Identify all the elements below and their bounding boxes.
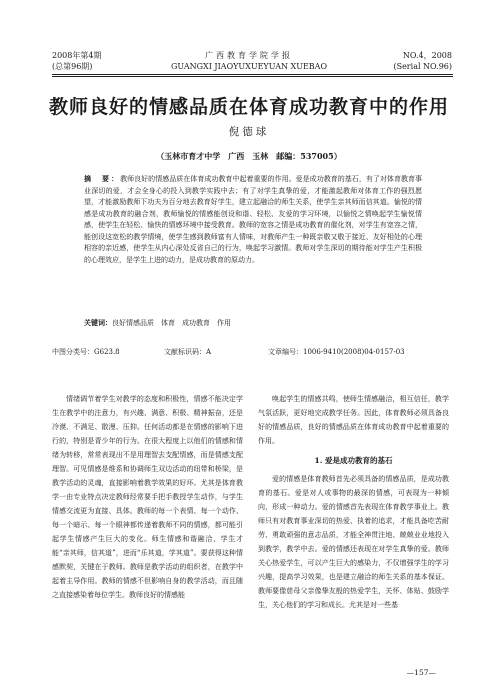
issue-number: 2008年第4期	[52, 51, 102, 60]
journal-name-en: GUANGXI JIAOYUXUEYUAN XUEBAO	[170, 62, 328, 71]
page-number: —157—	[406, 668, 436, 677]
body-paragraph: 爱的情感是体育教师首先必须具备的情感品质，是成功教育的基石。爱是对人或事物的最深的情感，可表现为一种倾向，形成一种动力。爱的情感首先表现在体育教学事业上。教师只有对教育事业深切的热爱、执着的追求，才能具备吃苦耐劳、勇敢顽强的意志品质，才能全神贯注地、兢兢业业地投入到教学，教学中去。爱的情感还表现在对学生真挚的爱。教师关心热爱学生，可以产生巨大的感染力，不仅增强学生的学习兴趣，提高学习效果，也是建立融洽的师生关系的基本保证。教师要像慈母父亲像挚友般的热爱学生，关怀、体贴、鼓励学生，关心他们的学习和成长。尤其是对一些基	[258, 475, 449, 609]
affiliation: （玉林市育才中学 广西 玉林 邮编：537005）	[156, 151, 342, 161]
author: 倪德球	[228, 126, 270, 138]
body-paragraph: 唤起学生的情感共鸣，使师生情感融洽，相互信任，教学气氛活跃，更好地完成教学任务。因此，体育教师必须具备良好的情感品质，良好的情感品质在体育成功教育中起着重要的作用。	[258, 395, 449, 445]
body-paragraph: 情绪调节着学生对教学的态度和积极性，情感不能决定学生在教学中的注意力，有兴趣、满意、积极、精神振奋，还是冷漠、不满足、散漫、压抑。任何活动都是在情感的影响下进行的，特别是青少年的行为。在很大程度上以他们的情感和情绪为转移，常常表现出不是用理智去支配情感，而是情感支配理智。可见情感是维系和协调师生双边活动的纽带和桥梁，是教学活动的灵魂，直接影响着教学效果的好坏。尤其是体育教学一由专业特点决定教师经常要手把手教授学生动作，与学生情感交流更为直接、具体。教师的每一个表情、每一个动作、每一个暗示、每一个眼神都传递着教师不同的情感，都可能引起学生情感产生巨大的变化。师生情感和谐融洽，学生才能“亲其师，信其道”，进而“乐其道，学其道”。要获得这种情感默契，关键在于教师。教师是教学活动的组织者，在教学中起着主导作用。教师的情感不但影响自身的教学活动，而且随之直接感染着每位学生。教师良好的情感能	[52, 395, 243, 599]
keywords	[84, 318, 231, 328]
abstract	[84, 173, 422, 266]
clc-number: 中图分类号：G623.8	[52, 348, 120, 356]
journal-issue-en	[393, 50, 452, 72]
serial-issue: (总第96期)	[52, 62, 93, 71]
body-right-column	[258, 392, 449, 612]
article-id: 文章编号：1006-9410(2008)04-0157-03	[268, 348, 405, 356]
document-code: 文献标识码：A	[164, 348, 212, 356]
serial-issue-en: (Serial NO.96)	[393, 62, 452, 71]
journal-name-cn: 广西教育学院学报	[205, 51, 293, 60]
keywords-text: 良好情感品质 体育 成功教育 作用	[112, 319, 231, 327]
body-left-column	[52, 392, 243, 602]
keywords-label: 关键词：	[84, 318, 112, 327]
section-heading: 1. 爱是成功教育的基石	[314, 456, 393, 465]
header-rule-top	[52, 74, 453, 75]
abstract-label: 摘 要：	[84, 174, 121, 183]
issue-number-en: NO.4，2008	[402, 51, 452, 60]
article-title: 教师良好的情感品质在体育成功教育中的作用	[48, 96, 449, 118]
abstract-text: 教师良好的情感品质在体育成功教育中起着重要的作用。爱是成功教育的基石，有了对体育教育事业深切的爱，才会全身心的投入到教学实践中去；有了对学生真挚的爱，才能激起教师对体育工作的强烈愿望，才能激励教师下功夫为百分地去教育好学生，建立起融洽的师生关系，使学生亲其师而信其道。愉悦的情感是成功教育的融合剂，教师愉悦的情感能创设和谐、轻松、友爱的学习环境，以愉悦之情唤起学生愉悦情感，使学生在轻松、愉快的情感环境中接受教育。教师的宽容之情是成功教育的催化剂，对学生有宽容之情，能创设这宽松的教学情境，使学生感到教师富有人情味，对教师产生一种既亲敬又敬于接近、友好相处的心理相容的亲近感，使学生从内心深处反省自己的行为，唤起学习激情。教师对学生深切的期待能对学生产生积极的心理效应，是学生上进的动力，是成功教育的原动力。	[84, 175, 423, 264]
header-rule-bottom	[52, 76, 453, 77]
